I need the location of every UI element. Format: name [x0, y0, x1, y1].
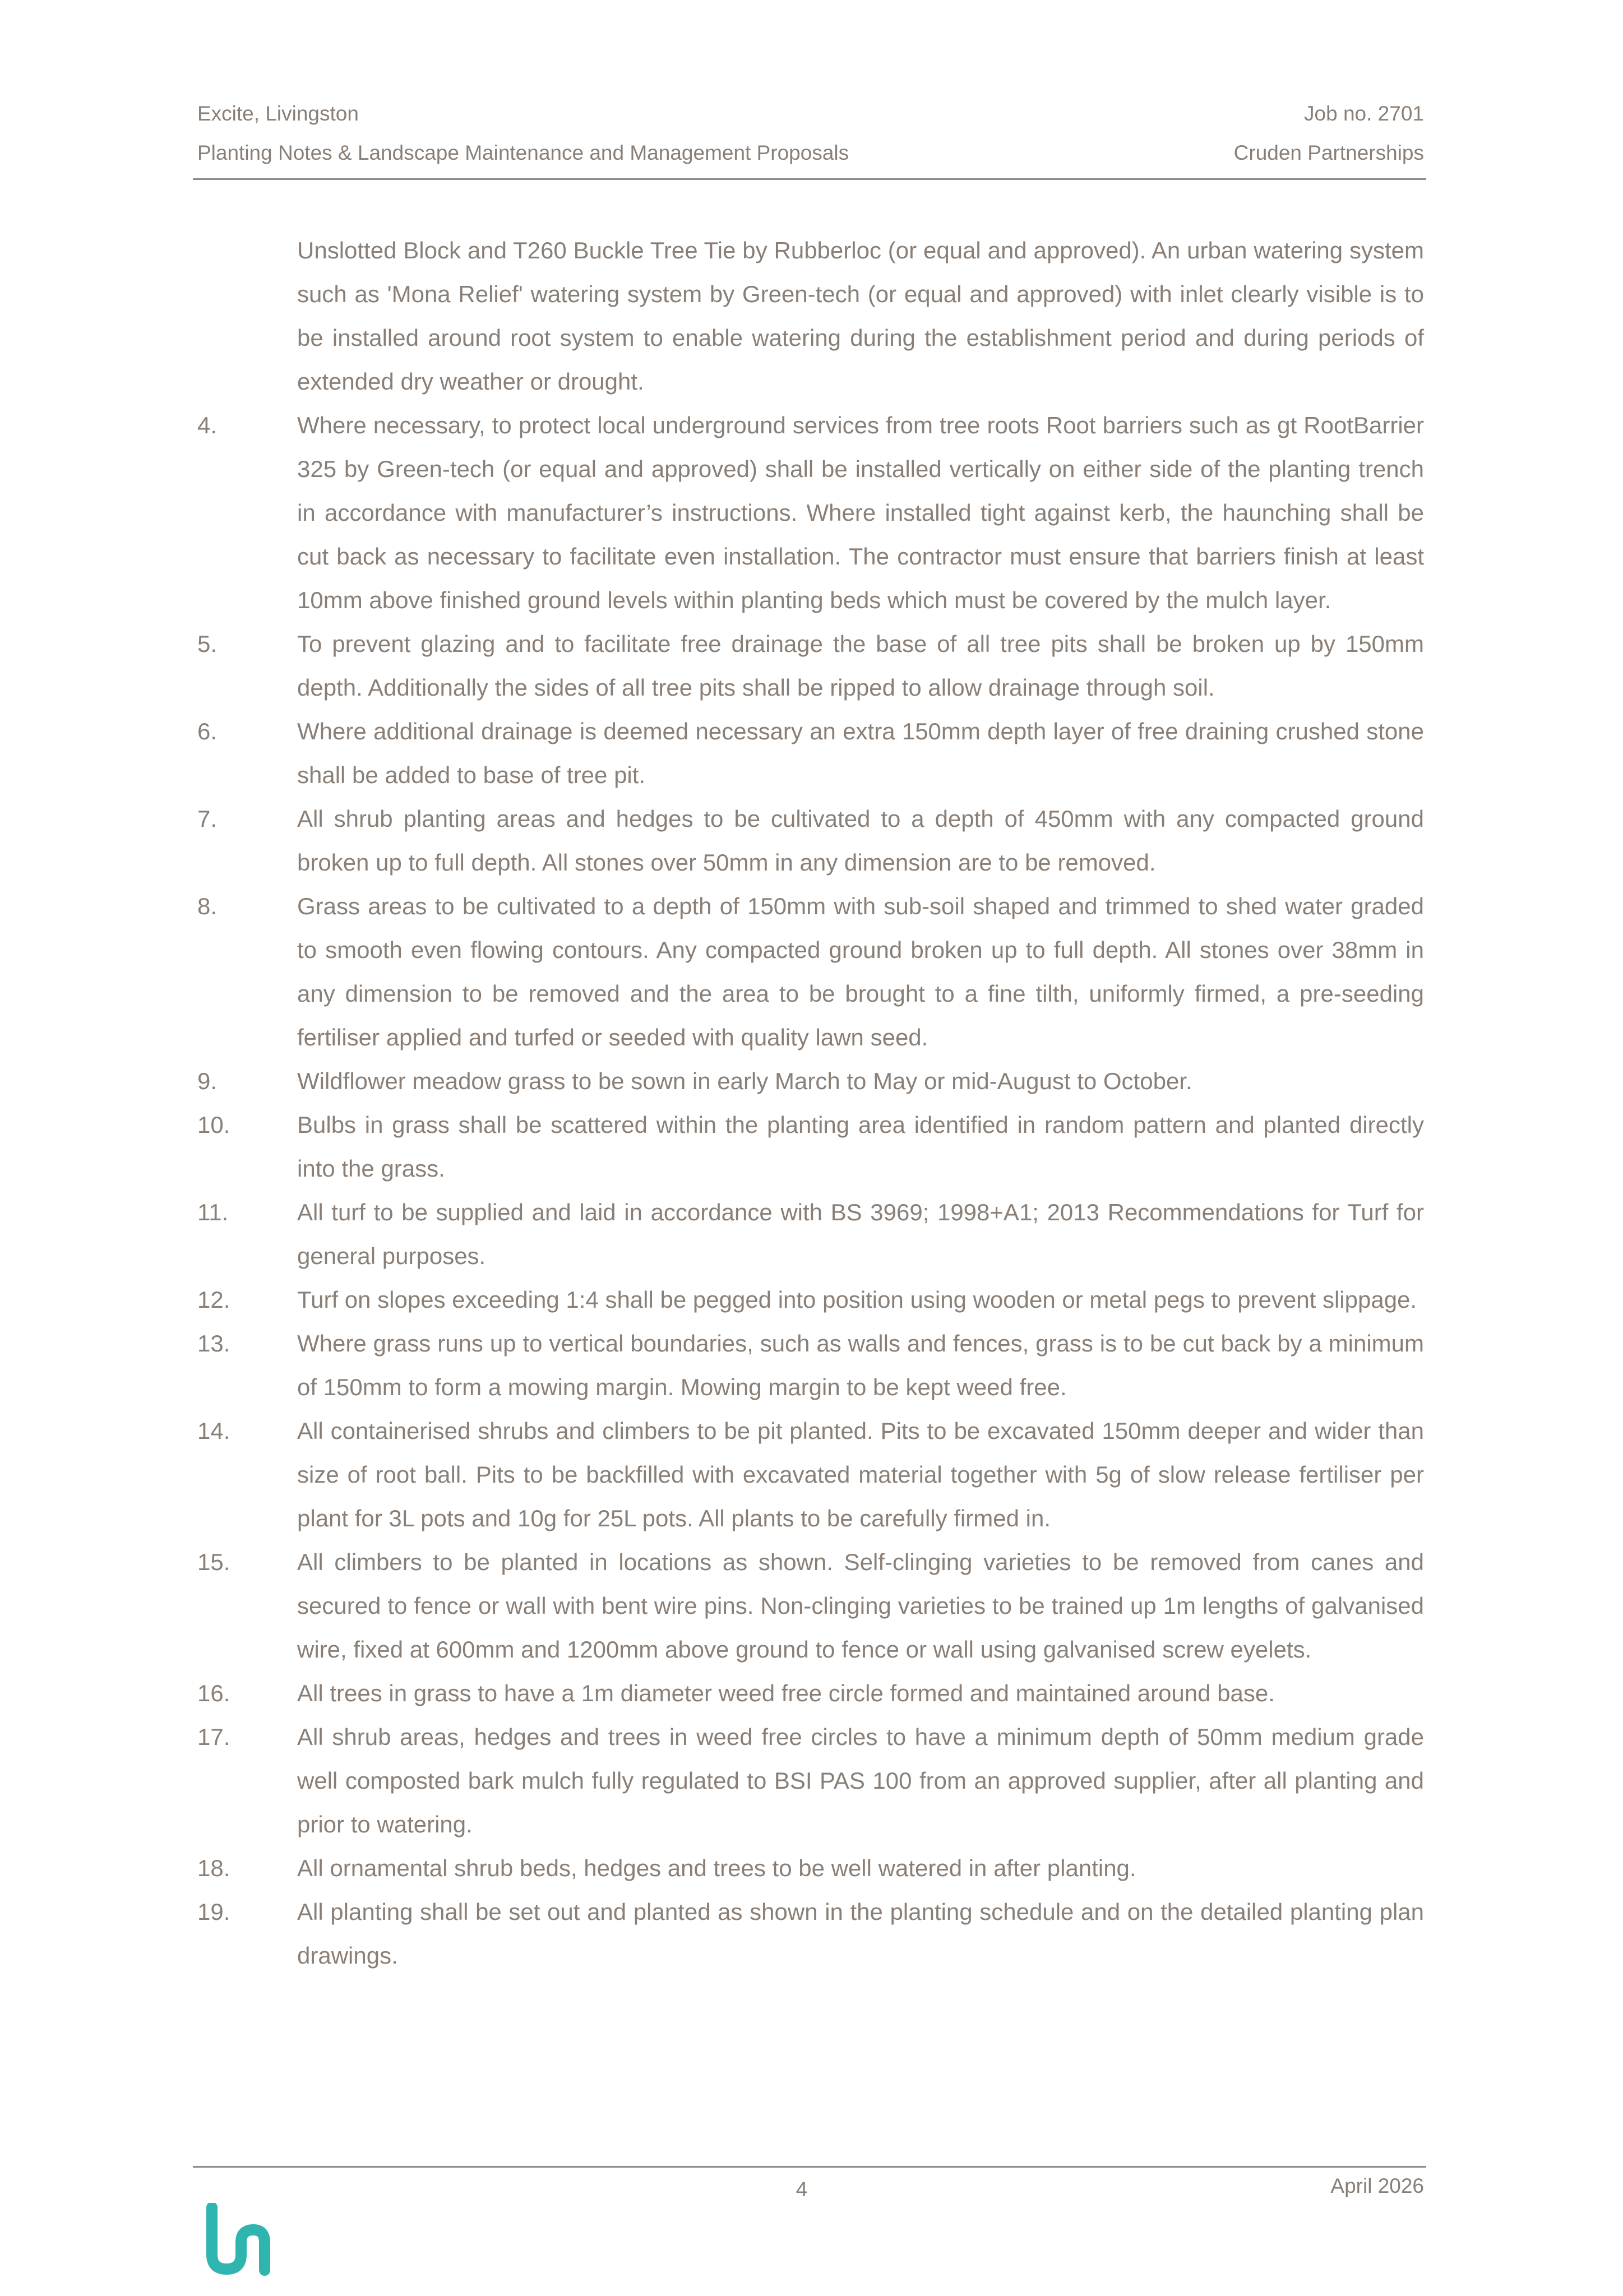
- item-text: All ornamental shrub beds, hedges and trees to be well watered in after planting.: [297, 1855, 1136, 1881]
- list-item: [197, 1540, 1424, 1672]
- item-number: 8.: [197, 893, 218, 919]
- job-number: Job no. 2701: [1304, 102, 1424, 125]
- list-item: [197, 1322, 1424, 1409]
- item-text: Where necessary, to protect local underground services from tree roots Root barriers such as gt RootBarrier 325 by Green-tech (or equal and approved) shall be installed vertically on either side of the planting trench in accordance with manufacturer’s instructions. Where installed tight against kerb, the haunching shall be cut back as necessary to facilitate even installation. The contractor must ensure that barriers finish at least 10mm above finished ground levels within planting beds which must be covered by the mulch layer.: [297, 412, 1424, 613]
- item-number: 12.: [197, 1286, 230, 1313]
- item-text: All planting shall be set out and planted as shown in the planting schedule and on the detailed planting plan drawings.: [297, 1899, 1424, 1969]
- item-number: 4.: [197, 412, 218, 438]
- item-number: 15.: [197, 1549, 230, 1575]
- item-text: Bulbs in grass shall be scattered within the planting area identified in random pattern and planted directly into the grass.: [297, 1112, 1424, 1182]
- item-number: 19.: [197, 1899, 230, 1925]
- list-item: [197, 622, 1424, 710]
- header-divider: [193, 178, 1426, 180]
- continued-paragraph: Unslotted Block and T260 Buckle Tree Tie by Rubberloc (or equal and approved). An urban watering system such as 'Mona Relief' watering system by Green-tech (or equal and approved) with inlet clearly visible is to be installed around root system to enable watering during the establishment period and during periods of extended dry weather or drought.: [297, 237, 1424, 395]
- page-number: 4: [796, 2178, 808, 2201]
- item-number: 10.: [197, 1112, 230, 1138]
- list-item: [197, 1191, 1424, 1278]
- page-header: [197, 94, 1424, 173]
- list-item: [197, 1103, 1424, 1191]
- item-number: 5.: [197, 631, 218, 657]
- item-number: 6.: [197, 718, 218, 744]
- item-text: All trees in grass to have a 1m diameter weed free circle formed and maintained around base.: [297, 1680, 1275, 1706]
- list-item: [197, 710, 1424, 797]
- project-name: Excite, Livingston: [197, 102, 359, 125]
- item-text: To prevent glazing and to facilitate free drainage the base of all tree pits shall be broken up by 150mm depth. Additionally the sides of all tree pits shall be ripped to allow drainage through soil.: [297, 631, 1424, 701]
- company-logo-icon: [202, 2203, 271, 2277]
- item-text: All shrub areas, hedges and trees in weed free circles to have a minimum depth of 50mm medium grade well composted bark mulch fully regulated to BSI PAS 100 from an approved supplier, after all planting and prior to watering.: [297, 1724, 1424, 1837]
- list-item: [197, 885, 1424, 1059]
- item-number: 11.: [197, 1199, 229, 1225]
- header-row-2: [197, 133, 1424, 173]
- item-text: Where grass runs up to vertical boundaries, such as walls and fences, grass is to be cut back by a minimum of 150mm to form a mowing margin. Mowing margin to be kept weed free.: [297, 1330, 1424, 1400]
- list-item: [197, 1409, 1424, 1540]
- footer-divider: [193, 2166, 1426, 2168]
- item-text: Wildflower meadow grass to be sown in early March to May or mid-August to October.: [297, 1068, 1192, 1094]
- header-row-1: [197, 94, 1424, 133]
- item-number: 16.: [197, 1680, 230, 1706]
- list-item: [197, 797, 1424, 885]
- notes-body: [197, 229, 1424, 1978]
- list-item: [197, 1672, 1424, 1715]
- item-text: All climbers to be planted in locations as shown. Self-clinging varieties to be removed from canes and secured to fence or wall with bent wire pins. Non-clinging varieties to be trained up 1m lengths of galvanised wire, fixed at 600mm and 1200mm above ground to fence or wall using galvanised screw eyelets.: [297, 1549, 1424, 1663]
- item-number: 14.: [197, 1418, 230, 1444]
- document-title: Planting Notes & Landscape Maintenance and Management Proposals: [197, 141, 849, 164]
- item-text: All turf to be supplied and laid in accordance with BS 3969; 1998+A1; 2013 Recommendations for Turf for general purposes.: [297, 1199, 1424, 1269]
- item-text: All containerised shrubs and climbers to be pit planted. Pits to be excavated 150mm deeper and wider than size of root ball. Pits to be backfilled with excavated material together with 5g of slow release fertiliser per plant for 3L pots and 10g for 25L pots. All plants to be carefully firmed in.: [297, 1418, 1424, 1531]
- footer-date: April 2026: [1330, 2174, 1424, 2197]
- item-text: All shrub planting areas and hedges to be cultivated to a depth of 450mm with any compacted ground broken up to full depth. All stones over 50mm in any dimension are to be removed.: [297, 806, 1424, 876]
- list-item: [197, 404, 1424, 622]
- item-number: 13.: [197, 1330, 230, 1357]
- item-number: 18.: [197, 1855, 230, 1881]
- list-item: [197, 1715, 1424, 1846]
- company-name: Cruden Partnerships: [1233, 141, 1424, 164]
- item-text: Grass areas to be cultivated to a depth of 150mm with sub-soil shaped and trimmed to shed water graded to smooth even flowing contours. Any compacted ground broken up to full depth. All stones over 38mm in any dimension to be removed and the area to be brought to a fine tilth, uniformly firmed, a pre-seeding fertiliser applied and turfed or seeded with quality lawn seed.: [297, 893, 1424, 1050]
- item-text: Where additional drainage is deemed necessary an extra 150mm depth layer of free draining crushed stone shall be added to base of tree pit.: [297, 718, 1424, 788]
- item-number: 7.: [197, 806, 218, 832]
- item-text: Turf on slopes exceeding 1:4 shall be pegged into position using wooden or metal pegs to prevent slippage.: [297, 1286, 1417, 1313]
- list-item: [197, 1059, 1424, 1103]
- item-number: 9.: [197, 1068, 218, 1094]
- item-number: 17.: [197, 1724, 230, 1750]
- list-item: [197, 1278, 1424, 1322]
- list-item: [197, 1846, 1424, 1890]
- list-item: [197, 1890, 1424, 1978]
- numbered-notes-list: [197, 404, 1424, 1978]
